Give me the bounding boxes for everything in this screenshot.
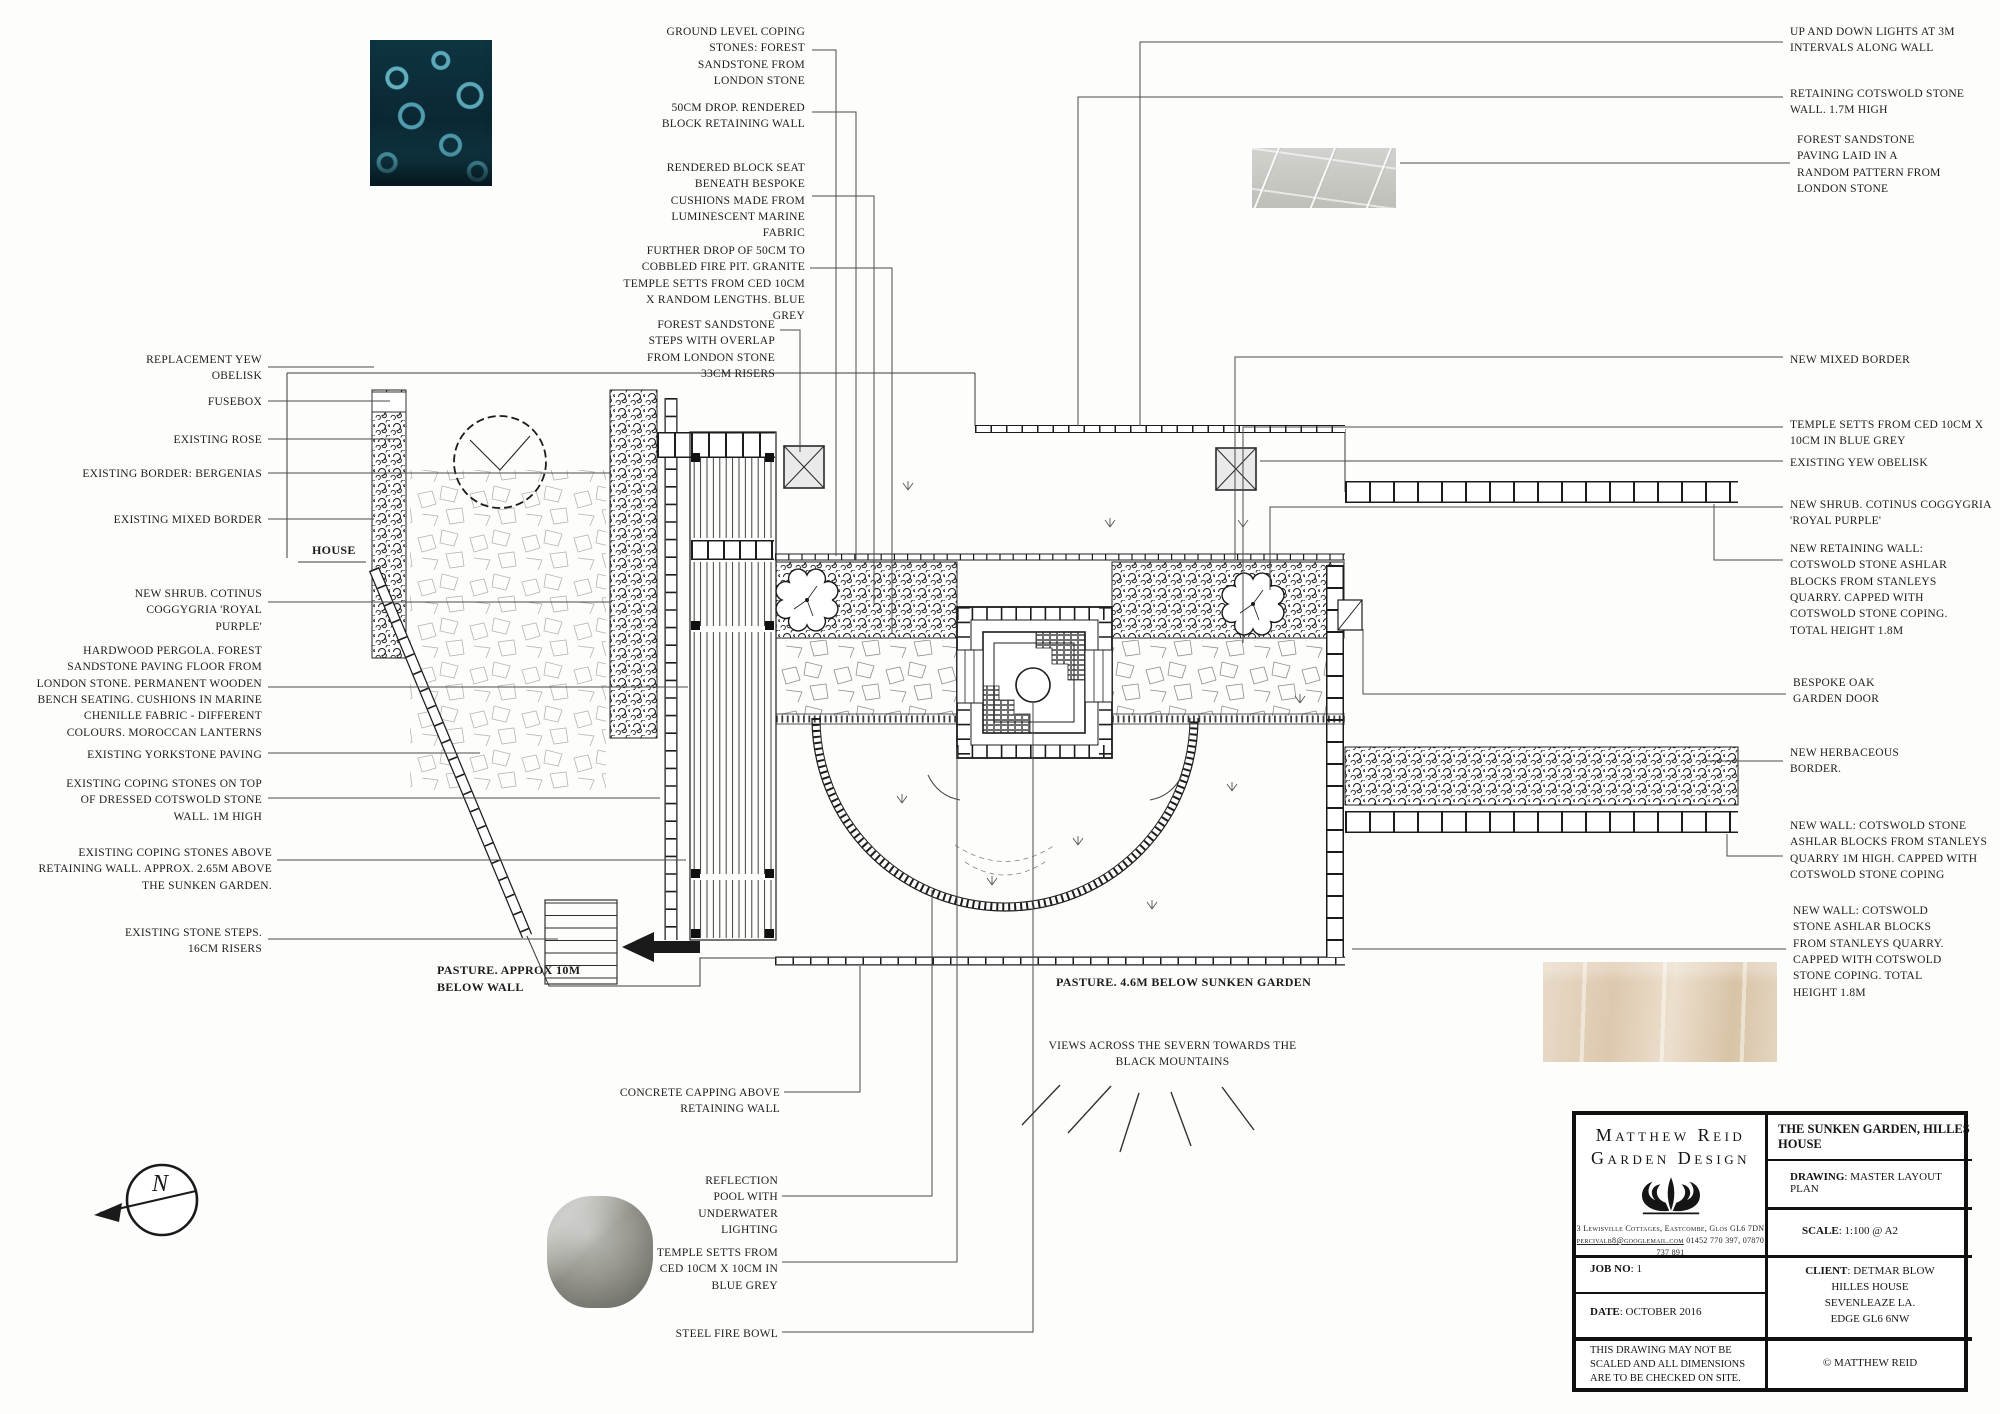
view-rays [1022,1085,1254,1152]
annotation-existing-mixed-border: EXISTING MIXED BORDER [113,514,262,526]
annotation-existing-coping-265: EXISTING COPING STONES ABOVE RETAINING WALL. APPROX. 2.65M ABOVE THE SUNKEN GARDEN. [38,847,272,892]
annotation-bespoke-oak-door: BESPOKE OAK GARDEN DOOR [1793,677,1880,706]
fire-bowl-symbol [1016,668,1050,702]
fusebox-symbol [372,392,406,412]
brand-cell [1576,1115,1765,1255]
annotation-fifty-cm-drop: 50CM DROP. RENDERED BLOCK RETAINING WALL [661,102,805,131]
annotation-new-wall-18m: NEW WALL: COTSWOLD STONE ASHLAR BLOCKS FROM STANLEYS QUARRY. CAPPED WITH COTSWOLD STONE COPING. TOTAL HEIGHT 1.8M [1793,905,1944,999]
annotation-replacement-yew-obelisk: REPLACEMENT YEW OBELISK [146,354,262,383]
annotation-new-shrub-cotinus-right: NEW SHRUB. COTINUS COGGYGRIA 'ROYAL PURPLE' [1790,499,1992,528]
sandstone-paving-photo [1252,148,1396,208]
project-title: THE SUNKEN GARDEN, HILLES HOUSE [1778,1122,1970,1151]
copyright-cell [1768,1337,1972,1388]
pergola [690,432,776,940]
annotation-existing-yew-obelisk: EXISTING YEW OBELISK [1790,457,1928,469]
scale-label: SCALE [1802,1225,1839,1237]
direction-arrow [622,932,700,962]
annotation-fusebox: FUSEBOX [207,396,262,408]
annotation-existing-yorkstone: EXISTING YORKSTONE PAVING [87,749,262,761]
compass-arrowhead [94,1203,122,1222]
annotation-existing-border-bergenias: EXISTING BORDER: BERGENIAS [82,468,262,480]
client-label: CLIENT [1805,1265,1848,1277]
annotation-rendered-block-seat: RENDERED BLOCK SEAT BENEATH BESPOKE CUSHIONS MADE FROM LUMINESCENT MARINE FABRIC [666,162,805,240]
drawing-value: : MASTER LAYOUT PLAN [1790,1171,1942,1195]
client-line4: EDGE GL6 6NW [1830,1312,1910,1325]
annotation-up-down-lights: UP AND DOWN LIGHTS AT 3M INTERVALS ALONG WALL [1790,26,1955,55]
brand-name-line2: Garden Design [1590,1147,1751,1168]
annotation-reflection-pool: REFLECTION POOL WITH UNDERWATER LIGHTING [698,1175,778,1236]
brand-logo [1576,1172,1765,1221]
disclaimer-cell [1576,1337,1765,1388]
annotation-temple-setts-bottom: TEMPLE SETTS FROM CED 10CM X 10CM IN BLUE GREY [656,1247,778,1292]
copyright-text: © MATTHEW REID [1822,1356,1918,1369]
annotation-retaining-cotswold-wall: RETAINING COTSWOLD STONE WALL. 1.7M HIGH [1790,88,1965,117]
yew-obelisk-symbol-left [784,446,824,488]
studio-phones: 01452 770 397, 07870 737 891 [1656,1236,1765,1257]
marine-fabric-photo [370,40,492,186]
studio-email[interactable]: percivalb8@googlemail.com [1576,1236,1684,1245]
drawing-cell [1768,1159,1972,1207]
annotation-further-drop-fire-pit: FURTHER DROP OF 50CM TO COBBLED FIRE PIT. GRANITE TEMPLE SETTS FROM CED 10CM X RANDOM LENGTHS. BLUE GREY [623,245,805,323]
annotation-views-severn: VIEWS ACROSS THE SEVERN TOWARDS THE BLACK MOUNTAINS [1048,1040,1297,1069]
disclaimer-text: THIS DRAWING MAY NOT BE SCALED AND ALL DIMENSIONS ARE TO BE CHECKED ON SITE. [1590,1345,1746,1385]
brand-name-line1: Matthew Reid [1595,1125,1746,1145]
studio-address: 3 Lewisville Cottages, Eastcombe, Glos GL6 7DN [1576,1224,1765,1233]
annotation-concrete-capping: CONCRETE CAPPING ABOVE RETAINING WALL [619,1087,780,1116]
compass-north-label: N [152,1171,169,1197]
annotation-new-retaining-wall: NEW RETAINING WALL: COTSWOLD STONE ASHLAR BLOCKS FROM STANLEYS QUARRY. CAPPED WITH COTSWOLD STONE COPING. TOTAL HEIGHT 1.8M [1790,543,1948,637]
ornament-logo-icon [1632,1172,1710,1216]
annotation-ground-level-coping: GROUND LEVEL COPING STONES: FOREST SANDSTONE FROM LONDON STONE [666,26,805,87]
cotswold-stone-photo [1543,962,1777,1062]
scale-cell [1768,1207,1972,1255]
job-value: : 1 [1630,1263,1642,1275]
fire-pit-court [957,607,1112,758]
annotation-forest-sandstone-steps: FOREST SANDSTONE STEPS WITH OVERLAP FROM LONDON STONE 33CM RISERS [647,319,775,380]
annotation-new-mixed-border: NEW MIXED BORDER [1790,354,1911,366]
annotation-hardwood-pergola: HARDWOOD PERGOLA. FOREST SANDSTONE PAVING FLOOR FROM LONDON STONE. PERMANENT WOODEN BENCH SEATING. CUSHIONS IN MARINE CHENILLE FABRIC - DIFFERENT COLOURS. MOROCCAN LANTERNS [36,645,262,739]
annotation-steel-fire-bowl: STEEL FIRE BOWL [675,1328,778,1340]
annotation-existing-rose: EXISTING ROSE [173,434,262,446]
garden-door-symbol [1338,600,1362,630]
date-label: DATE [1590,1306,1620,1318]
annotation-pasture-46m: PASTURE. 4.6M BELOW SUNKEN GARDEN [1056,975,1312,989]
drawing-label: DRAWING [1790,1171,1845,1183]
job-label: JOB NO [1590,1263,1631,1275]
yew-obelisk-symbol-right [1216,448,1256,490]
client-line1: : DETMAR BLOW [1847,1265,1935,1277]
compass-rose [94,1165,197,1235]
client-cell [1768,1255,1972,1337]
annotation-new-herbaceous-border: NEW HERBACEOUS BORDER. [1790,747,1900,776]
annotation-house: HOUSE [312,543,356,557]
date-cell [1576,1292,1765,1337]
annotation-temple-setts-right: TEMPLE SETTS FROM CED 10CM X 10CM IN BLUE GREY [1790,419,1984,448]
date-value: : OCTOBER 2016 [1619,1306,1702,1318]
annotation-new-wall-1m: NEW WALL: COTSWOLD STONE ASHLAR BLOCKS FROM STANLEYS QUARRY 1M HIGH. CAPPED WITH COTSWOLD STONE COPING [1790,820,1988,881]
annotation-new-shrub-cotinus-left: NEW SHRUB. COTINUS COGGYGRIA 'ROYAL PURPLE' [134,588,262,633]
client-line2: HILLES HOUSE [1831,1280,1909,1293]
job-cell [1576,1255,1765,1292]
client-line3: SEVENLEAZE LA. [1824,1296,1916,1309]
title-block [1572,1111,1968,1392]
annotation-existing-stone-steps: EXISTING STONE STEPS. 16CM RISERS [125,927,262,956]
scale-value: : 1:100 @ A2 [1838,1225,1899,1237]
annotation-forest-sandstone-paving: FOREST SANDSTONE PAVING LAID IN A RANDOM PATTERN FROM LONDON STONE [1797,134,1941,195]
annotation-existing-coping-1m: EXISTING COPING STONES ON TOP OF DRESSED COTSWOLD STONE WALL. 1M HIGH [66,778,262,823]
project-title-cell [1768,1115,1972,1159]
annotation-pasture-10m: PASTURE. APPROX 10M BELOW WALL [437,963,581,995]
